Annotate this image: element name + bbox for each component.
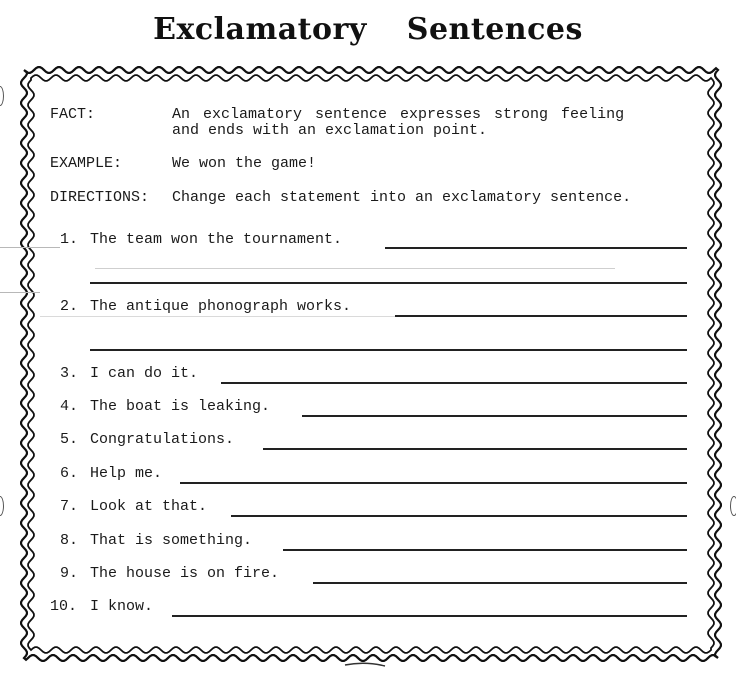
question-number: 1. [60,231,79,248]
binder-hole-bottom [0,496,4,516]
directions-label: DIRECTIONS: [50,189,150,206]
answer-line[interactable] [302,415,687,417]
answer-line[interactable] [180,482,687,484]
fact-label: FACT: [50,106,96,123]
question-text: Look at that. [90,498,208,515]
answer-line-continued[interactable] [90,349,687,351]
question-number: 9. [60,565,79,582]
answer-line[interactable] [263,448,687,450]
question-number: 5. [60,431,79,448]
fact-line-1: An exclamatory sentence expresses strong feeling [172,106,625,123]
question-text: Help me. [90,465,163,482]
answer-line[interactable] [283,549,687,551]
question-text: The boat is leaking. [90,398,271,415]
question-text: The house is on fire. [90,565,280,582]
question-text: The antique phonograph works. [90,298,352,315]
question-number: 6. [60,465,79,482]
answer-line[interactable] [172,615,687,617]
question-text: I know. [90,598,154,615]
question-number: 3. [60,365,79,382]
answer-line[interactable] [395,315,687,317]
scan-noise [0,292,40,293]
question-number: 8. [60,532,79,549]
question-number: 7. [60,498,79,515]
binder-hole-right [730,496,736,516]
fact-line-2: and ends with an exclamation point. [172,122,488,139]
scan-noise [0,247,60,248]
answer-line-continued[interactable] [90,282,687,284]
question-number: 4. [60,398,79,415]
example-text: We won the game! [172,155,317,172]
binder-hole-top [0,86,4,106]
answer-line[interactable] [385,247,687,249]
title-word-1: Exclamatory [153,12,367,47]
directions-text: Change each statement into an exclamatory sentence. [172,189,632,206]
scan-noise [95,268,615,269]
question-number: 2. [60,298,79,315]
question-number: 10. [50,598,78,615]
question-text: The team won the tournament. [90,231,343,248]
answer-line[interactable] [231,515,687,517]
question-text: That is something. [90,532,253,549]
example-label: EXAMPLE: [50,155,123,172]
answer-line[interactable] [221,382,687,384]
page-title [0,12,736,47]
title-word-2: Sentences [406,12,583,47]
question-text: I can do it. [90,365,199,382]
answer-line[interactable] [313,582,687,584]
question-text: Congratulations. [90,431,235,448]
